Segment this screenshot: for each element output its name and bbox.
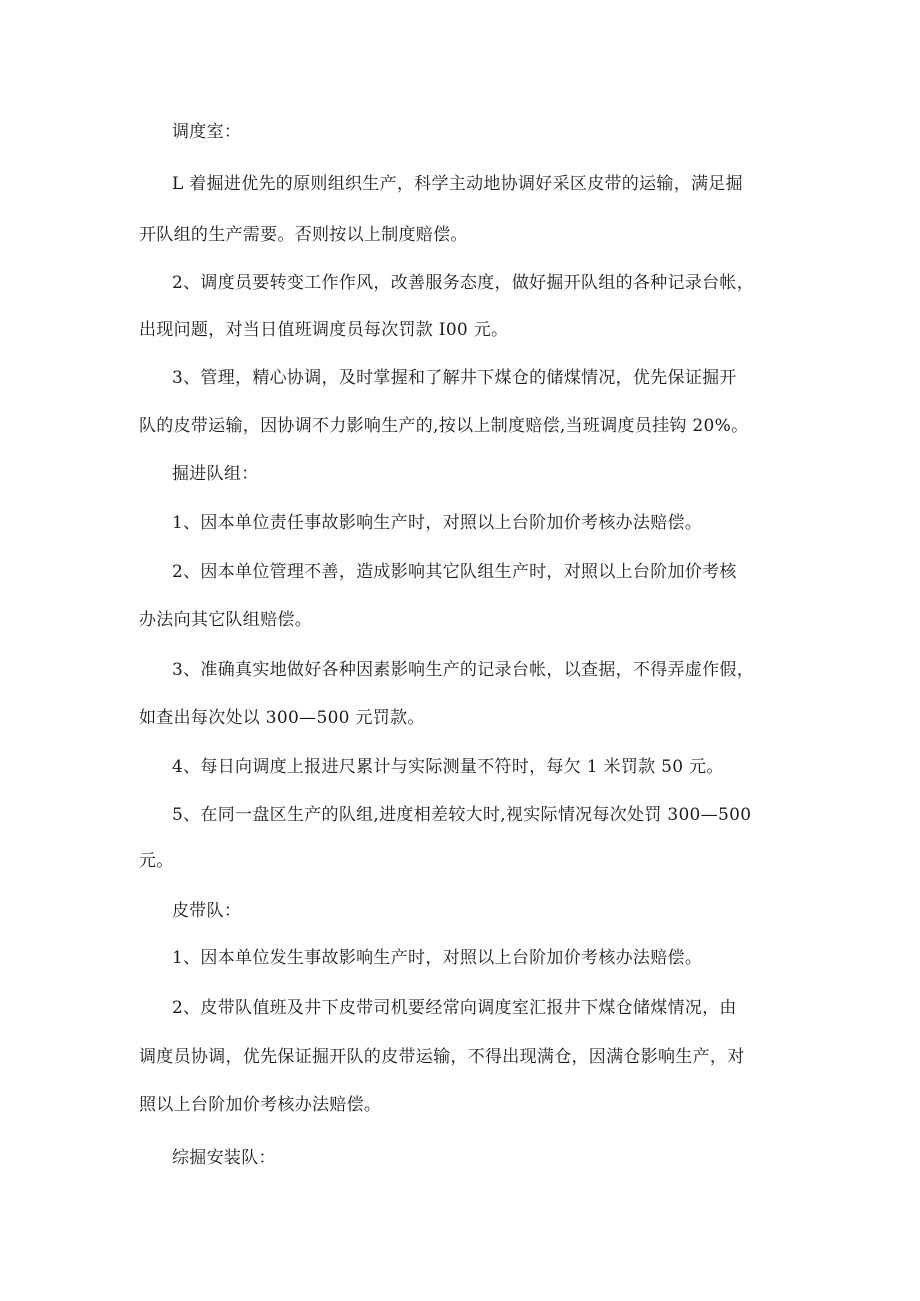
paragraph-line: 2、因本单位管理不善，造成影响其它队组生产时，对照以上台阶加价考核 — [172, 562, 737, 582]
section-heading-installation-team: 综掘安装队： — [172, 1148, 276, 1168]
paragraph-line: 2、皮带队值班及井下皮带司机要经常向调度室汇报井下煤仓储煤情况，由 — [172, 998, 737, 1018]
paragraph-line: 1、因本单位责任事故影响生产时，对照以上台阶加价考核办法赔偿。 — [172, 513, 703, 533]
paragraph-line: 3、管理，精心协调，及时掌握和了解井下煤仓的储煤情况，优先保证掘开 — [172, 368, 737, 388]
paragraph-line: 4、每日向调度上报进尺累计与实际测量不符时，每欠 1 米罚款 50 元。 — [172, 757, 724, 777]
paragraph-line: 元。 — [139, 851, 174, 871]
paragraph-line: 5、在同一盘区生产的队组,进度相差较大时,视实际情况每次处罚 300—500 — [172, 805, 752, 825]
paragraph-line: 办法向其它队组赔偿。 — [139, 610, 312, 630]
paragraph-line: 2、调度员要转变工作作风，改善服务态度，做好掘开队组的各种记录台帐， — [172, 273, 755, 293]
paragraph-line: 出现问题，对当日值班调度员每次罚款 I00 元。 — [139, 320, 509, 340]
paragraph-line: 开队组的生产需要。否则按以上制度赔偿。 — [139, 225, 468, 245]
section-heading-dispatch-room: 调度室： — [172, 122, 242, 142]
paragraph-line: 1、因本单位发生事故影响生产时，对照以上台阶加价考核办法赔偿。 — [172, 948, 703, 968]
paragraph-line: 照以上台阶加价考核办法赔偿。 — [139, 1095, 382, 1115]
paragraph-line: 3、准确真实地做好各种因素影响生产的记录台帐，以查据，不得弄虚作假， — [172, 660, 755, 680]
section-heading-belt-team: 皮带队： — [172, 901, 242, 921]
section-heading-tunneling-team: 掘进队组： — [172, 464, 259, 484]
paragraph-line: 如查出每次处以 300—500 元罚款。 — [139, 708, 425, 728]
paragraph-line: 队的皮带运输，因协调不力影响生产的,按以上制度赔偿,当班调度员挂钩 20%。 — [139, 416, 749, 436]
paragraph-line: L 着掘进优先的原则组织生产，科学主动地协调好采区皮带的运输，满足掘 — [172, 174, 743, 194]
paragraph-line: 调度员协调，优先保证掘开队的皮带运输，不得出现满仓，因满仓影响生产，对 — [139, 1047, 745, 1067]
